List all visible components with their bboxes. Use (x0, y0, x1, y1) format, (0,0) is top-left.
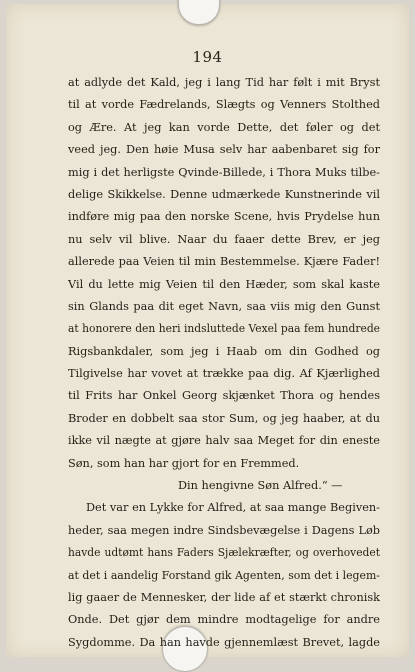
text-line: og Ære. At jeg kan vorde Dette, det føler og det (68, 120, 380, 134)
text-line: til at vorde Fædrelands, Slægts og Venners Stolthed (68, 98, 380, 112)
paragraph-start-line: Det var en Lykke for Alfred, at saa mange Begiven- (86, 501, 380, 515)
text-line: Tilgivelse har vovet at trække paa dig. Af Kjærlighed (68, 367, 380, 381)
book-page (6, 4, 409, 657)
text-line: havde udtømt hans Faders Sjælekræfter, og overhovedet (68, 546, 380, 560)
text-line: at honorere den heri indsluttede Vexel paa fem hundrede (68, 322, 380, 336)
body-text (68, 72, 380, 654)
text-line: til Frits har Onkel Georg skjænket Thora og hendes (68, 389, 380, 403)
text-line: lig gaaer de Mennesker, der lide af et stærkt chronisk (68, 590, 380, 604)
text-line: allerede paa Veien til min Bestemmelse. Kjære Fader! (68, 255, 380, 269)
text-line: indføre mig paa den norske Scene, hvis Prydelse hun (68, 210, 380, 224)
text-line: at adlyde det Kald, jeg i lang Tid har følt i mit Bryst (68, 76, 380, 89)
text-line: Søn, som han har gjort for en Fremmed. (68, 456, 300, 470)
text-line: at det i aandelig Forstand gik Agenten, som det i legem- (68, 568, 380, 582)
text-line: Broder en dobbelt saa stor Sum, og jeg haaber, at du (68, 411, 380, 425)
text-line: ikke vil nægte at gjøre halv saa Meget for din eneste (68, 434, 380, 448)
top-page-clip (178, 0, 220, 25)
page-number: 194 (192, 48, 223, 66)
text-line: delige Skikkelse. Denne udmærkede Kunstnerinde vil (68, 187, 380, 201)
text-line: Vil du lette mig Veien til den Hæder, som skal kaste (68, 277, 380, 291)
text-line: Sygdomme. Da han havde gjennemlæst Brevet, lagde (68, 635, 380, 649)
text-line: sin Glands paa dit eget Navn, saa viis mig den Gunst (68, 299, 380, 313)
text-line: heder, saa megen indre Sindsbevægelse i Dagens Løb (68, 523, 380, 537)
text-line: mig i det herligste Qvinde-Billede, i Thora Muks tilbe- (68, 165, 380, 179)
letter-signature: Din hengivne Søn Alfred.“ — (178, 479, 343, 493)
text-line: nu selv vil blive. Naar du faaer dette Brev, er jeg (68, 232, 380, 246)
text-line: Onde. Det gjør dem mindre modtagelige for andre (68, 613, 380, 627)
text-line: Rigsbankdaler, som jeg i Haab om din Godhed og (68, 344, 380, 358)
text-line: veed jeg. Den høie Musa selv har aabenbaret sig for (68, 143, 380, 157)
